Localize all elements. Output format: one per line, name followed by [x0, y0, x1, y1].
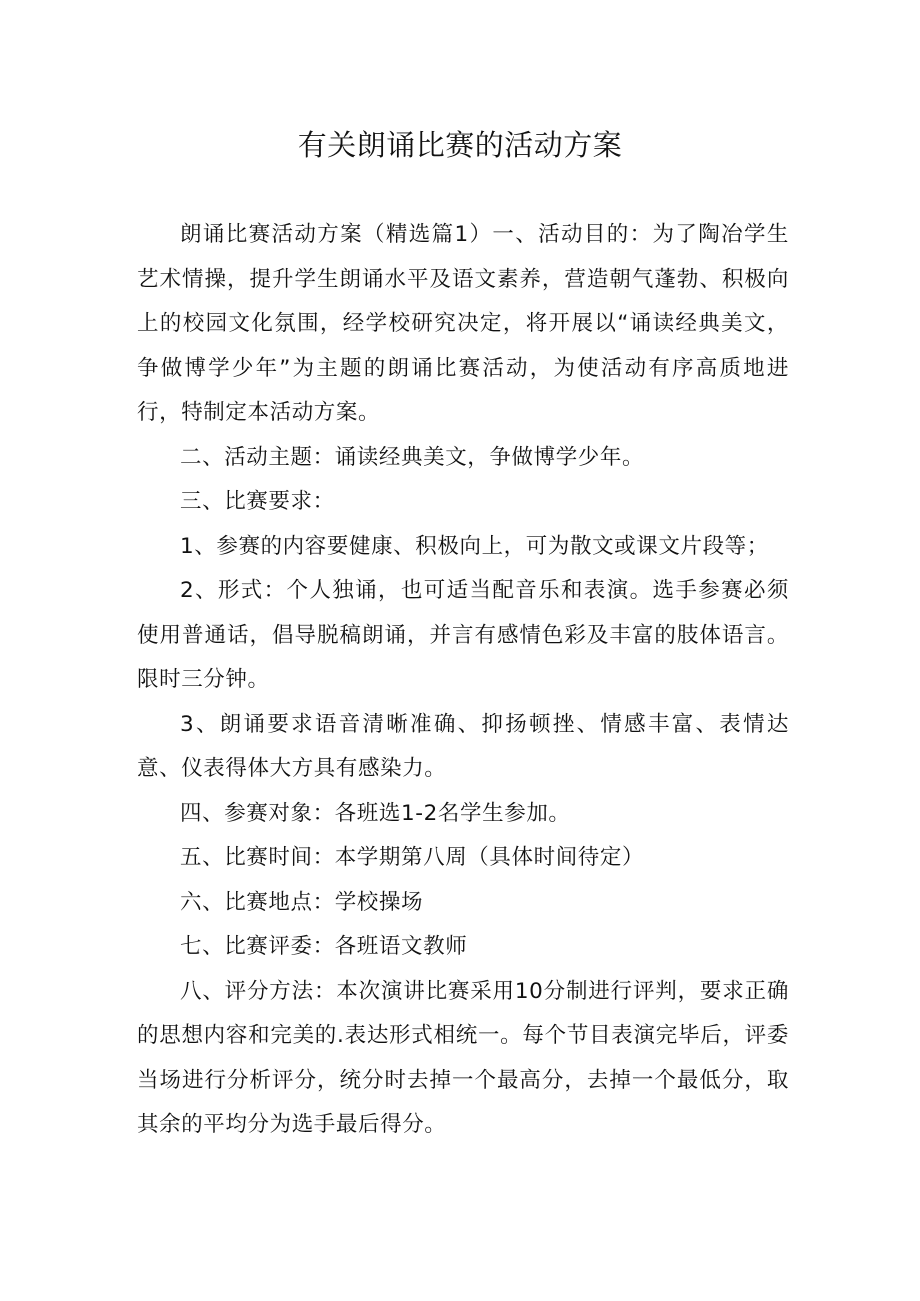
paragraph-purpose: 朗诵比赛活动方案（精选篇1）一、活动目的：为了陶冶学生艺术情操，提升学生朗诵水平及语文素养，营造朝气蓬勃、积极向上的校园文化氛围，经学校研究决定，将开展以“诵读经典美文，争做博学少年”为主题的朗诵比赛活动，为使活动有序高质地进行，特制定本活动方案。 [137, 222, 789, 425]
paragraph-requirement-2: 2、形式：个人独诵，也可适当配音乐和表演。选手参赛必须使用普通话，倡导脱稿朗诵，并言有感情色彩及丰富的肢体语言。限时三分钟。 [137, 578, 789, 692]
paragraph-judges: 七、比赛评委：各班语文教师 [180, 934, 468, 959]
paragraph-time: 五、比赛时间：本学期第八周（具体时间待定） [180, 845, 645, 870]
paragraph-participants: 四、参赛对象：各班选1-2名学生参加。 [180, 800, 571, 826]
paragraph-requirement-3: 3、朗诵要求语音清晰准确、抑扬顿挫、情感丰富、表情达意、仪表得体大方具有感染力。 [137, 711, 789, 781]
document-body [137, 213, 789, 1148]
paragraph-scoring: 八、评分方法：本次演讲比赛采用10分制进行评判，要求正确的思想内容和完美的.表达形式相统一。每个节目表演完毕后，评委当场进行分析评分，统分时去掉一个最高分，去掉一个最低分，取其余的平均分为选手最后得分。 [137, 978, 789, 1137]
paragraph-requirements-heading: 三、比赛要求： [180, 489, 335, 514]
paragraph-theme: 二、活动主题：诵读经典美文，争做博学少年。 [180, 444, 645, 470]
paragraph-requirement-1: 1、参赛的内容要健康、积极向上，可为散文或课文片段等； [180, 533, 769, 559]
document-title: 有关朗诵比赛的活动方案 [297, 128, 623, 162]
paragraph-location: 六、比赛地点：学校操场 [180, 889, 424, 915]
